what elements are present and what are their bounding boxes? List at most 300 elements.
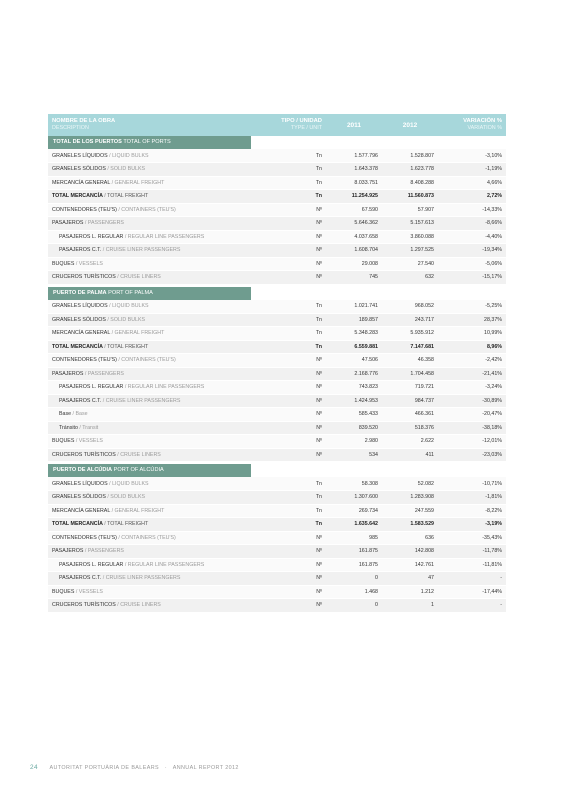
header-unit: [256, 114, 326, 136]
cell-variation: 8,96%: [438, 340, 506, 354]
description-es: CONTENEDORES (TEU'S): [52, 206, 117, 213]
cell-description: [48, 381, 256, 395]
description-es: Tránsito: [59, 424, 78, 431]
table-row: [48, 491, 506, 505]
description-separator: /: [102, 343, 108, 350]
cell-variation: -35,43%: [438, 531, 506, 545]
cell-unit: Nº: [256, 354, 326, 368]
description-es: GRANELES LÍQUIDOS: [52, 480, 108, 487]
cell-value-2012: 27.540: [382, 257, 438, 271]
table-row: [48, 408, 506, 422]
cell-description: [48, 271, 256, 285]
cell-value-2011: 29.008: [326, 257, 382, 271]
description-separator: /: [116, 534, 122, 541]
cell-value-2012: 466.361: [382, 408, 438, 422]
cell-value-2012: 142.761: [382, 558, 438, 572]
description-en: CONTAINERS (TEU'S): [121, 357, 176, 364]
section-header-row: [48, 287, 506, 300]
description-separator: /: [102, 521, 108, 528]
cell-description: [48, 367, 256, 381]
description-en: PASSENGERS: [87, 548, 124, 555]
header-year-2012: 2012: [402, 121, 418, 129]
cell-variation: -11,78%: [438, 545, 506, 559]
table-row: [48, 545, 506, 559]
cell-variation: -: [438, 572, 506, 586]
cell-description: [48, 558, 256, 572]
cell-description: [48, 327, 256, 341]
table-row: [48, 300, 506, 314]
cell-value-2011: 269.734: [326, 504, 382, 518]
cell-value-2012: 1: [382, 599, 438, 613]
description-es: GRANELES LÍQUIDOS: [52, 303, 108, 309]
section-title-en: PORT OF PALMA: [108, 289, 153, 296]
description-separator: /: [110, 507, 115, 514]
description-separator: /: [71, 411, 76, 418]
cell-value-2012: 1.623.778: [382, 163, 438, 177]
cell-value-2012: 968.052: [382, 300, 438, 314]
table-row: [48, 448, 506, 462]
cell-unit: Nº: [256, 367, 326, 381]
table-row: [48, 572, 506, 586]
table-row: [48, 421, 506, 435]
cell-variation: -1,19%: [438, 163, 506, 177]
cell-description: [48, 435, 256, 449]
header-description-es: NOMBRE DE LA OBRA: [52, 118, 116, 124]
cell-description: [48, 340, 256, 354]
cell-value-2012: 142.808: [382, 545, 438, 559]
description-en: CONTAINERS (TEU'S): [121, 534, 176, 541]
cell-value-2012: 57.907: [382, 203, 438, 217]
table-row: [48, 163, 506, 177]
description-es: CONTENEDORES (TEU'S): [52, 357, 117, 364]
cell-variation: -8,22%: [438, 504, 506, 518]
cell-value-2011: 1.608.704: [326, 244, 382, 258]
description-en: CRUISE LINER PASSENGERS: [105, 397, 181, 404]
cell-value-2012: 1.297.525: [382, 244, 438, 258]
cell-unit: Nº: [256, 558, 326, 572]
cell-unit: Nº: [256, 421, 326, 435]
section-title: [48, 287, 251, 300]
cell-value-2011: 1.468: [326, 585, 382, 599]
cell-variation: -23,03%: [438, 448, 506, 462]
cell-description: [48, 545, 256, 559]
description-en: VESSELS: [78, 260, 103, 267]
description-en: TOTAL FREIGHT: [107, 343, 149, 350]
description-es: CONTENEDORES (TEU'S): [52, 534, 117, 541]
cell-variation: 4,66%: [438, 176, 506, 190]
description-en: CONTAINERS (TEU'S): [121, 206, 176, 213]
cell-variation: 28,37%: [438, 313, 506, 327]
description-en: PASSENGERS: [87, 370, 124, 377]
description-es: GRANELES SÓLIDOS: [52, 166, 106, 173]
table-row: [48, 518, 506, 532]
cell-variation: -2,42%: [438, 354, 506, 368]
description-separator: /: [115, 602, 121, 609]
cell-value-2011: 1.577.796: [326, 149, 382, 163]
cell-value-2012: 2.622: [382, 435, 438, 449]
cell-unit: Tn: [256, 327, 326, 341]
cell-description: [48, 477, 256, 491]
description-en: GENERAL FREIGHT: [114, 507, 165, 514]
cell-value-2011: 743.823: [326, 381, 382, 395]
description-es: TOTAL MERCANCÍA: [52, 521, 103, 528]
description-es: GRANELES LÍQUIDOS: [52, 152, 108, 159]
description-en: Base: [75, 411, 88, 418]
table-row: [48, 176, 506, 190]
description-es: PASAJEROS L. REGULAR: [59, 561, 124, 568]
header-unit-es: TIPO / UNIDAD: [281, 118, 322, 124]
description-separator: /: [74, 588, 79, 595]
description-separator: /: [101, 247, 106, 254]
cell-value-2012: 1.583.529: [382, 518, 438, 532]
cell-value-2011: 1.307.600: [326, 491, 382, 505]
description-en: CRUISE LINER PASSENGERS: [105, 247, 181, 254]
table-row: [48, 531, 506, 545]
description-separator: /: [115, 451, 121, 458]
description-en: CRUISE LINER PASSENGERS: [105, 575, 181, 582]
description-separator: /: [101, 575, 106, 582]
description-en: GENERAL FREIGHT: [114, 330, 165, 337]
cell-unit: Nº: [256, 531, 326, 545]
description-separator: /: [74, 438, 79, 445]
description-en: LIQUID BULKS: [112, 152, 149, 159]
cell-value-2012: 247.559: [382, 504, 438, 518]
table-row: [48, 313, 506, 327]
table-row: [48, 203, 506, 217]
cell-value-2011: 5.646.362: [326, 217, 382, 231]
description-es: Base: [59, 411, 72, 418]
cell-value-2012: 5.157.613: [382, 217, 438, 231]
cell-variation: -19,34%: [438, 244, 506, 258]
section-title-en: TOTAL OF PORTS: [123, 139, 171, 145]
section-title-en: PORT OF ALCÚDIA: [113, 467, 164, 473]
description-es: PASAJEROS C.T.: [59, 397, 102, 404]
description-separator: /: [107, 152, 113, 159]
table-row: [48, 394, 506, 408]
cell-description: [48, 531, 256, 545]
cell-value-2011: 1.021.741: [326, 300, 382, 314]
cell-value-2012: 411: [382, 448, 438, 462]
cell-value-2012: 984.737: [382, 394, 438, 408]
header-year-2011: 2011: [346, 121, 362, 129]
cell-unit: Nº: [256, 394, 326, 408]
description-es: MERCANCÍA GENERAL: [52, 330, 111, 337]
cell-variation: -8,66%: [438, 217, 506, 231]
section-header-row: [48, 136, 506, 149]
cell-description: [48, 491, 256, 505]
section-header-cell: [48, 136, 506, 149]
footer-report-title: ANNUAL REPORT 2012: [172, 765, 239, 771]
port-statistics-table: [48, 114, 506, 613]
description-en: REGULAR LINE PASSENGERS: [127, 384, 205, 391]
description-separator: /: [123, 384, 128, 391]
table-row: [48, 381, 506, 395]
cell-variation: -14,33%: [438, 203, 506, 217]
cell-value-2012: 1.704.458: [382, 367, 438, 381]
description-es: PASAJEROS: [52, 548, 84, 555]
description-separator: /: [83, 370, 88, 377]
description-es: BUQUES: [52, 438, 75, 445]
cell-unit: Tn: [256, 300, 326, 314]
cell-value-2011: 58.308: [326, 477, 382, 491]
description-en: SOLID BULKS: [110, 166, 146, 173]
table-row: [48, 244, 506, 258]
cell-value-2011: 4.037.658: [326, 230, 382, 244]
table-row: [48, 271, 506, 285]
table-row: [48, 230, 506, 244]
header-variation-es: VARIACIÓN %: [463, 118, 502, 124]
table-row: [48, 558, 506, 572]
cell-variation: -20,47%: [438, 408, 506, 422]
cell-variation: -30,89%: [438, 394, 506, 408]
cell-value-2011: 985: [326, 531, 382, 545]
section-header-row: [48, 464, 506, 477]
cell-unit: Nº: [256, 435, 326, 449]
cell-description: [48, 149, 256, 163]
footer-separator: ·: [164, 765, 168, 771]
description-es: MERCANCÍA GENERAL: [52, 507, 111, 514]
description-es: PASAJEROS: [52, 370, 84, 377]
table-body: [48, 136, 506, 612]
table-row: [48, 599, 506, 613]
cell-unit: Nº: [256, 599, 326, 613]
cell-unit: Nº: [256, 381, 326, 395]
table-header: [48, 114, 506, 136]
description-separator: /: [102, 193, 108, 200]
footer-organization: AUTORITAT PORTUÀRIA DE BALEARS: [49, 765, 159, 771]
description-en: CRUISE LINERS: [120, 451, 161, 458]
cell-variation: -: [438, 599, 506, 613]
description-es: PASAJEROS L. REGULAR: [59, 384, 124, 391]
description-es: TOTAL MERCANCÍA: [52, 193, 103, 200]
cell-description: [48, 585, 256, 599]
cell-variation: -4,40%: [438, 230, 506, 244]
description-es: GRANELES SÓLIDOS: [52, 316, 106, 323]
cell-variation: -38,18%: [438, 421, 506, 435]
cell-value-2012: 52.082: [382, 477, 438, 491]
description-es: CRUCEROS TURÍSTICOS: [52, 274, 116, 281]
cell-value-2011: 534: [326, 448, 382, 462]
description-separator: /: [83, 220, 88, 227]
description-separator: /: [110, 330, 115, 337]
header-description-en: DESCRIPTION: [52, 125, 89, 131]
cell-value-2011: 0: [326, 572, 382, 586]
cell-value-2011: 5.348.283: [326, 327, 382, 341]
cell-unit: Tn: [256, 163, 326, 177]
table-row: [48, 504, 506, 518]
cell-value-2012: 719.721: [382, 381, 438, 395]
description-en: CRUISE LINERS: [120, 274, 161, 281]
table-row: [48, 367, 506, 381]
section-title-es: PUERTO DE PALMA: [53, 289, 107, 296]
cell-description: [48, 313, 256, 327]
cell-value-2011: 745: [326, 271, 382, 285]
cell-unit: Tn: [256, 340, 326, 354]
cell-variation: -3,19%: [438, 518, 506, 532]
description-en: LIQUID BULKS: [112, 480, 149, 487]
description-separator: /: [115, 274, 121, 281]
table-row: [48, 327, 506, 341]
cell-description: [48, 448, 256, 462]
description-es: BUQUES: [52, 588, 75, 595]
cell-description: [48, 217, 256, 231]
section-title-es: TOTAL DE LOS PUERTOS: [53, 139, 122, 145]
cell-unit: Nº: [256, 572, 326, 586]
description-separator: /: [105, 316, 111, 323]
cell-variation: -1,81%: [438, 491, 506, 505]
section-title-es: PUERTO DE ALCÚDIA: [53, 467, 113, 473]
description-separator: /: [116, 357, 122, 364]
description-en: LIQUID BULKS: [112, 303, 149, 309]
cell-value-2012: 1.528.807: [382, 149, 438, 163]
cell-unit: Tn: [256, 518, 326, 532]
description-es: PASAJEROS C.T.: [59, 575, 102, 582]
cell-description: [48, 176, 256, 190]
description-separator: /: [116, 206, 122, 213]
section-header-cell: [48, 464, 506, 477]
description-es: CRUCEROS TURÍSTICOS: [52, 451, 116, 458]
cell-value-2012: 1.283.908: [382, 491, 438, 505]
description-en: Transit: [82, 424, 99, 431]
description-en: CRUISE LINERS: [120, 602, 161, 609]
cell-value-2012: 8.408.288: [382, 176, 438, 190]
description-en: PASSENGERS: [87, 220, 124, 227]
cell-description: [48, 599, 256, 613]
cell-description: [48, 518, 256, 532]
table-row: [48, 257, 506, 271]
header-variation: [438, 114, 506, 136]
cell-description: [48, 421, 256, 435]
table-row: [48, 585, 506, 599]
cell-value-2012: 632: [382, 271, 438, 285]
cell-description: [48, 408, 256, 422]
table-row: [48, 340, 506, 354]
cell-value-2011: 161.875: [326, 545, 382, 559]
description-en: VESSELS: [78, 438, 103, 445]
cell-value-2012: 3.860.088: [382, 230, 438, 244]
section-title: [48, 464, 251, 477]
cell-variation: -15,17%: [438, 271, 506, 285]
cell-value-2011: 1.643.378: [326, 163, 382, 177]
description-separator: /: [77, 424, 83, 431]
description-separator: /: [107, 480, 113, 487]
description-separator: /: [105, 166, 111, 173]
cell-unit: Nº: [256, 545, 326, 559]
description-en: REGULAR LINE PASSENGERS: [127, 561, 205, 568]
cell-value-2011: 1.635.642: [326, 518, 382, 532]
cell-value-2011: 47.506: [326, 354, 382, 368]
description-separator: /: [74, 260, 79, 267]
cell-description: [48, 257, 256, 271]
cell-variation: -3,24%: [438, 381, 506, 395]
description-separator: /: [123, 233, 128, 240]
cell-description: [48, 190, 256, 204]
cell-value-2012: 47: [382, 572, 438, 586]
table-row: [48, 477, 506, 491]
cell-value-2012: 46.358: [382, 354, 438, 368]
description-es: TOTAL MERCANCÍA: [52, 343, 103, 350]
cell-value-2011: 1.424.953: [326, 394, 382, 408]
cell-description: [48, 163, 256, 177]
table-row: [48, 435, 506, 449]
table-row: [48, 149, 506, 163]
cell-value-2011: 6.559.881: [326, 340, 382, 354]
cell-description: [48, 230, 256, 244]
cell-unit: Tn: [256, 477, 326, 491]
description-en: SOLID BULKS: [110, 316, 146, 323]
cell-description: [48, 572, 256, 586]
description-es: MERCANCÍA GENERAL: [52, 179, 111, 186]
cell-unit: Tn: [256, 190, 326, 204]
description-en: SOLID BULKS: [110, 494, 146, 501]
description-es: CRUCEROS TURÍSTICOS: [52, 602, 116, 609]
cell-value-2012: 5.935.912: [382, 327, 438, 341]
header-unit-en: TYPE / UNIT: [290, 125, 322, 131]
cell-value-2012: 11.560.873: [382, 190, 438, 204]
description-separator: /: [110, 179, 115, 186]
cell-value-2012: 7.147.681: [382, 340, 438, 354]
description-en: REGULAR LINE PASSENGERS: [127, 233, 205, 240]
cell-variation: -17,44%: [438, 585, 506, 599]
cell-value-2011: 2.980: [326, 435, 382, 449]
cell-variation: -11,81%: [438, 558, 506, 572]
cell-variation: -3,10%: [438, 149, 506, 163]
description-separator: /: [107, 303, 113, 309]
cell-variation: -10,71%: [438, 477, 506, 491]
cell-value-2011: 67.590: [326, 203, 382, 217]
cell-value-2012: 243.717: [382, 313, 438, 327]
cell-description: [48, 300, 256, 314]
cell-value-2012: 1.212: [382, 585, 438, 599]
cell-unit: Nº: [256, 271, 326, 285]
description-es: PASAJEROS: [52, 220, 84, 227]
page-number: 24: [30, 764, 38, 771]
cell-unit: Nº: [256, 244, 326, 258]
cell-description: [48, 394, 256, 408]
cell-value-2011: 189.857: [326, 313, 382, 327]
cell-unit: Nº: [256, 257, 326, 271]
header-variation-en: VARIATION %: [467, 125, 502, 131]
cell-variation: 2,72%: [438, 190, 506, 204]
page-footer: [30, 764, 239, 771]
description-en: TOTAL FREIGHT: [107, 521, 149, 528]
cell-description: [48, 504, 256, 518]
description-separator: /: [101, 397, 106, 404]
cell-value-2011: 585.433: [326, 408, 382, 422]
cell-value-2011: 2.168.776: [326, 367, 382, 381]
cell-unit: Nº: [256, 408, 326, 422]
table-row: [48, 354, 506, 368]
cell-unit: Tn: [256, 504, 326, 518]
cell-unit: Nº: [256, 217, 326, 231]
cell-variation: -21,41%: [438, 367, 506, 381]
cell-unit: Nº: [256, 230, 326, 244]
cell-value-2012: 636: [382, 531, 438, 545]
description-es: PASAJEROS L. REGULAR: [59, 233, 124, 240]
table-row: [48, 190, 506, 204]
cell-value-2011: 11.254.925: [326, 190, 382, 204]
cell-unit: Tn: [256, 491, 326, 505]
cell-unit: Nº: [256, 585, 326, 599]
cell-description: [48, 244, 256, 258]
cell-variation: -12,01%: [438, 435, 506, 449]
description-separator: /: [123, 561, 128, 568]
cell-unit: Tn: [256, 313, 326, 327]
cell-value-2011: 839.520: [326, 421, 382, 435]
cell-description: [48, 203, 256, 217]
cell-unit: Nº: [256, 448, 326, 462]
description-es: PASAJEROS C.T.: [59, 247, 102, 254]
